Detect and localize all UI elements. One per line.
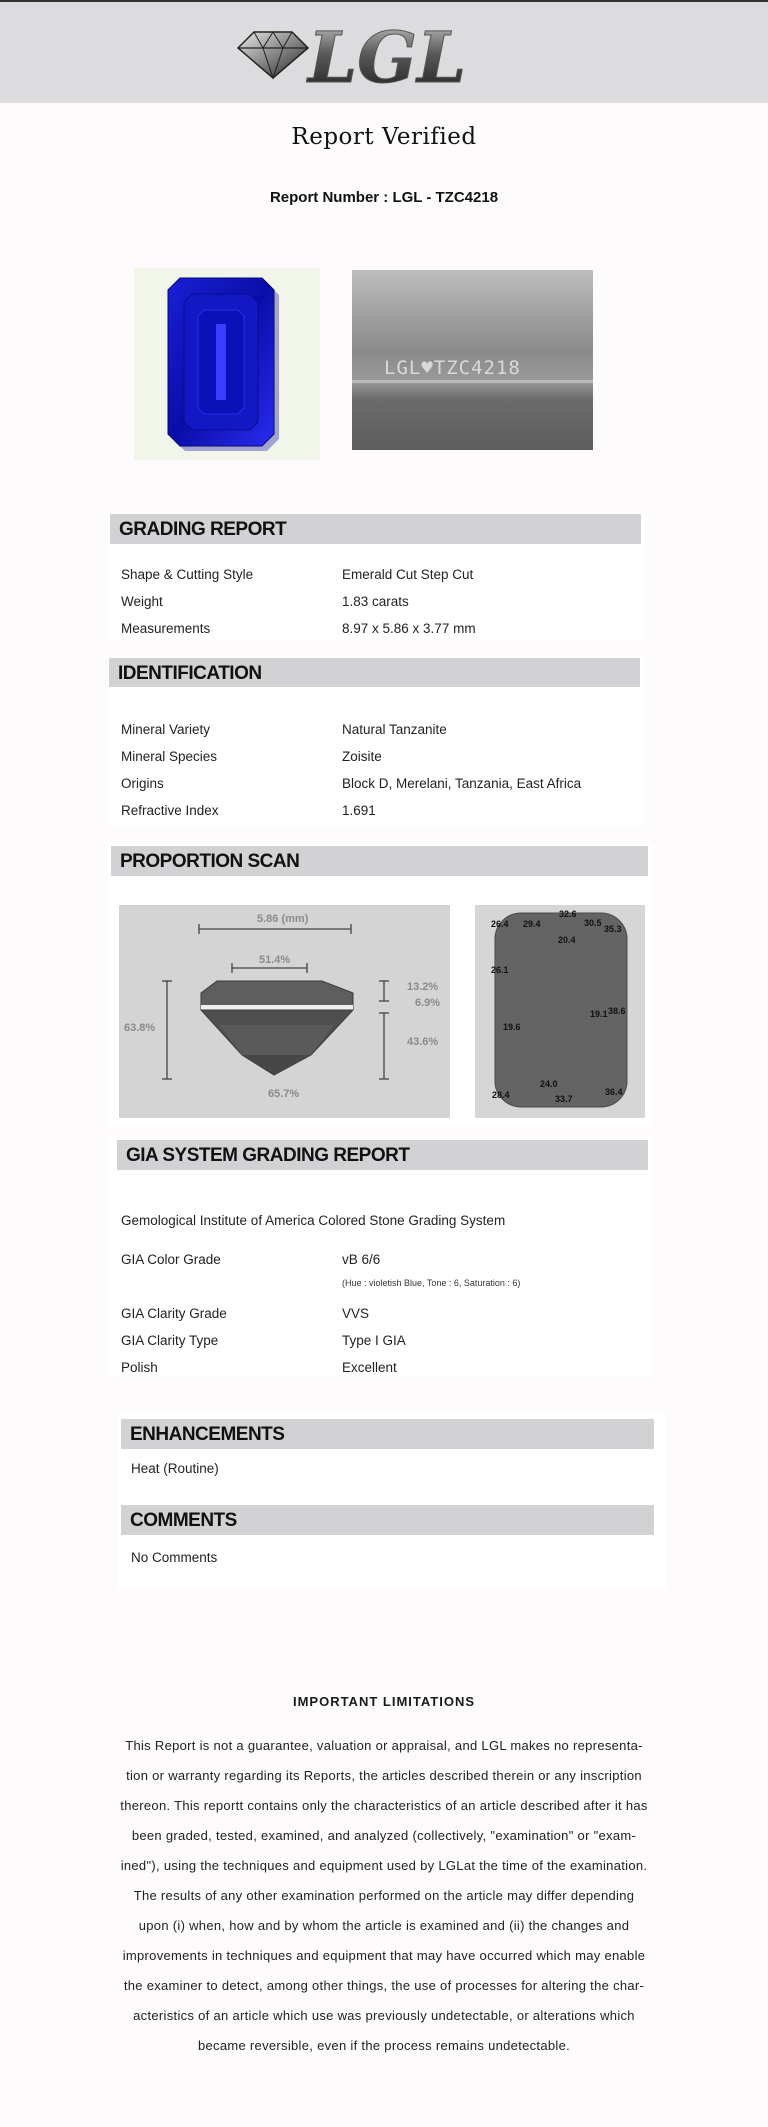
color-grade-label: GIA Color Grade: [121, 1252, 221, 1267]
depth-label: 63.8%: [124, 1022, 156, 1034]
clarity-type-label: GIA Clarity Type: [121, 1333, 219, 1348]
color-grade-note: (Hue : violetish Blue, Tone : 6, Saturation : 6): [342, 1278, 521, 1288]
limitations-line: thereon. This reportt contains only the characteristics of an article described after it has: [120, 1798, 648, 1813]
measurements-value: 8.97 x 5.86 x 3.77 mm: [342, 621, 476, 636]
limitations-line: been graded, tested, examined, and analyzed (collectively, "examination" or "exam-: [131, 1828, 637, 1843]
variety-value: Natural Tanzanite: [342, 722, 447, 737]
report-number: Report Number : LGL - TZC4218: [269, 189, 499, 206]
enhancements-heading: ENHANCEMENTS: [130, 1424, 285, 1445]
identification-heading: IDENTIFICATION: [118, 663, 262, 684]
top-value: 38.6: [608, 1006, 626, 1016]
comments-text: No Comments: [131, 1550, 218, 1565]
measurements-label: Measurements: [121, 621, 211, 636]
limitations-line: The results of any other examination performed on the article may differ depending: [133, 1888, 635, 1903]
limitations-heading: IMPORTANT LIMITATIONS: [292, 1694, 476, 1709]
shape-value: Emerald Cut Step Cut: [342, 567, 474, 582]
girdle-label: 6.9%: [415, 997, 441, 1009]
clarity-grade-label: GIA Clarity Grade: [121, 1306, 227, 1321]
comments-heading: COMMENTS: [130, 1510, 237, 1531]
weight-value: 1.83 carats: [342, 594, 409, 609]
gia-heading-bar: [117, 1140, 648, 1170]
top-value: 33.7: [555, 1094, 573, 1104]
top-view-diagram: [475, 905, 645, 1118]
origins-label: Origins: [121, 776, 164, 791]
top-value: 36.4: [605, 1087, 623, 1097]
top-value: 32.6: [559, 909, 577, 919]
bottom-label: 65.7%: [268, 1088, 300, 1100]
ri-value: 1.691: [342, 803, 376, 818]
grading-heading: GRADING REPORT: [119, 519, 287, 540]
grading-heading-bar: [110, 514, 641, 544]
species-value: Zoisite: [342, 749, 382, 764]
top-value: 35.3: [604, 924, 622, 934]
origins-value: Block D, Merelani, Tanzania, East Africa: [342, 776, 582, 791]
top-value: 24.0: [540, 1079, 558, 1089]
variety-label: Mineral Variety: [121, 722, 211, 737]
top-value: 19.6: [503, 1022, 521, 1032]
top-value: 20.4: [558, 935, 576, 945]
limitations-line: acteristics of an article which use was previously undetectable, or alterations which: [133, 2008, 635, 2023]
svg-text:LGL♥TZC4218: LGL♥TZC4218: [384, 357, 521, 379]
ri-label: Refractive Index: [121, 803, 219, 818]
stone-photo: [134, 268, 320, 460]
gia-system-text: Gemological Institute of America Colored Stone Grading System: [121, 1213, 506, 1228]
polish-value: Excellent: [342, 1360, 397, 1375]
page-title: Report Verified: [291, 124, 477, 150]
limitations-line: upon (i) when, how and by whom the article is examined and (ii) the changes and: [138, 1918, 630, 1933]
proportion-heading: PROPORTION SCAN: [120, 851, 300, 872]
enhancements-text: Heat (Routine): [131, 1461, 219, 1476]
weight-label: Weight: [121, 594, 163, 609]
limitations-line: This Report is not a guarantee, valuation or appraisal, and LGL makes no representa-: [125, 1738, 643, 1753]
limitations-line: the examiner to detect, among other things, the use of processes for altering the char-: [123, 1978, 645, 1993]
color-grade-value: vB 6/6: [342, 1252, 381, 1267]
polish-label: Polish: [121, 1360, 158, 1375]
lgl-logo: [236, 12, 486, 92]
top-value: 28.4: [492, 1090, 510, 1100]
clarity-type-value: Type I GIA: [342, 1333, 406, 1348]
enhancements-heading-bar: [121, 1419, 654, 1449]
crown-label: 13.2%: [407, 981, 439, 993]
limitations-line: tion or warranty regarding its Reports, the articles described therein or any inscription: [126, 1768, 642, 1783]
width-label: 5.86 (mm): [257, 913, 309, 925]
species-label: Mineral Species: [121, 749, 218, 764]
inscription-photo: [352, 270, 593, 450]
side-profile-diagram: [119, 905, 450, 1118]
svg-text:LGL: LGL: [308, 16, 467, 92]
limitations-line: improvements in techniques and equipment that may have occurred which may enable: [122, 1948, 646, 1963]
top-value: 29.4: [523, 919, 541, 929]
top-value: 26.4: [491, 919, 509, 929]
proportion-heading-bar: [111, 846, 648, 876]
shape-label: Shape & Cutting Style: [121, 567, 254, 582]
clarity-grade-value: VVS: [342, 1306, 370, 1321]
gia-heading: GIA SYSTEM GRADING REPORT: [126, 1145, 410, 1166]
diamond-icon: [238, 32, 308, 78]
top-value: 30.5: [584, 918, 602, 928]
limitations-line: ined"), using the techniques and equipment used by LGLat the time of the examination.: [120, 1858, 648, 1873]
pavilion-label: 43.6%: [407, 1036, 439, 1048]
identification-heading-bar: [109, 658, 640, 687]
top-value: 26.1: [491, 965, 509, 975]
comments-heading-bar: [121, 1505, 654, 1535]
table-label: 51.4%: [259, 954, 291, 966]
limitations-line: became reversible, even if the process remains undetectable.: [197, 2038, 571, 2053]
top-value: 19.1: [590, 1009, 608, 1019]
